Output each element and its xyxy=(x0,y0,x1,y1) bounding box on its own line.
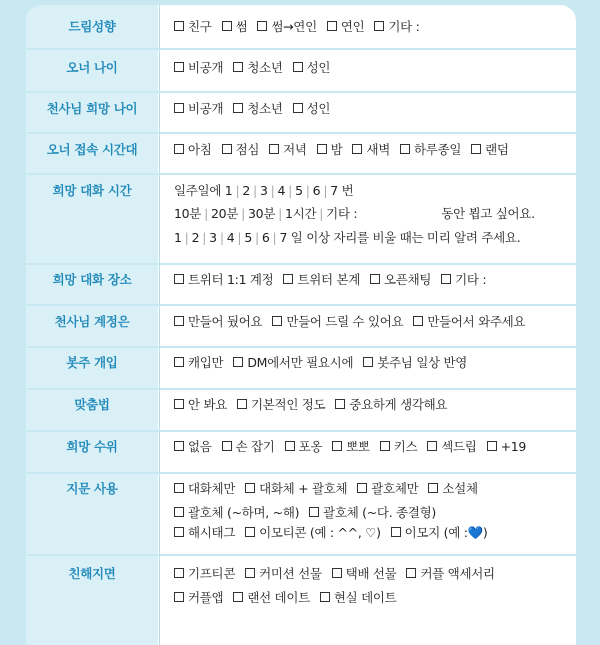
checkbox-label: 기프티콘 xyxy=(188,566,236,581)
number-separator: | xyxy=(288,183,293,198)
row-label-text: 오너 나이 xyxy=(66,60,118,75)
checkbox-option[interactable] xyxy=(357,481,418,496)
checkbox-label: 트위터 본계 xyxy=(297,272,361,287)
checkbox-label: 소설체 xyxy=(442,481,478,496)
checkbox-option[interactable] xyxy=(222,142,260,157)
checkbox-label: 택배 선물 xyxy=(345,566,397,581)
number-separator: | xyxy=(219,230,224,245)
checkbox-option[interactable] xyxy=(245,566,322,581)
options-line xyxy=(174,181,353,199)
other-label: 기타 : xyxy=(326,206,358,221)
options-line xyxy=(174,17,430,35)
checkbox-option[interactable] xyxy=(174,397,227,412)
checkbox-option[interactable] xyxy=(222,439,275,454)
checkbox-option[interactable] xyxy=(233,590,310,605)
checkbox-square-icon[interactable] xyxy=(406,568,416,578)
checkbox-option[interactable] xyxy=(233,355,353,370)
checkbox-option[interactable] xyxy=(174,505,299,520)
number-separator: | xyxy=(202,230,207,245)
checkbox-option[interactable] xyxy=(285,439,323,454)
text-suffix: 번 xyxy=(337,183,354,198)
checkbox-label: 없음 xyxy=(188,439,212,454)
number-choice[interactable]: 1 xyxy=(224,183,233,198)
row-label-text: 희망 대화 장소 xyxy=(52,272,132,287)
duration-choice[interactable]: 30분 xyxy=(248,206,276,221)
checkbox-square-icon[interactable] xyxy=(293,62,303,72)
number-choice[interactable]: 4 xyxy=(277,183,286,198)
checkbox-label: 커플 액세서리 xyxy=(420,566,495,581)
number-choice[interactable]: 2 xyxy=(191,230,200,245)
duration-choice[interactable]: 10분 xyxy=(174,206,202,221)
checkbox-square-icon[interactable] xyxy=(174,274,184,284)
checkbox-option[interactable] xyxy=(320,590,397,605)
checkbox-label: 성인 xyxy=(306,60,331,75)
number-separator: | xyxy=(272,230,277,245)
checkbox-option[interactable] xyxy=(370,272,431,287)
row-label-text: 지문 사용 xyxy=(66,481,118,496)
number-separator: | xyxy=(237,230,242,245)
checkbox-option[interactable] xyxy=(272,314,403,329)
number-choice[interactable]: 6 xyxy=(312,183,321,198)
checkbox-label: 저녁 xyxy=(283,142,307,157)
checkbox-option[interactable] xyxy=(174,481,235,496)
checkbox-square-icon[interactable] xyxy=(222,441,232,451)
checkbox-option[interactable] xyxy=(174,60,223,75)
checkbox-label: 새벽 xyxy=(366,142,391,157)
checkbox-option[interactable] xyxy=(174,355,223,370)
checkbox-option[interactable] xyxy=(309,505,436,520)
number-separator: | xyxy=(254,230,259,245)
checkbox-square-icon[interactable] xyxy=(487,441,497,451)
number-choice[interactable]: 5 xyxy=(244,230,252,245)
checkbox-option[interactable] xyxy=(327,19,365,34)
number-separator: | xyxy=(184,230,189,245)
checkbox-square-icon[interactable] xyxy=(174,592,184,602)
checkbox-label: 뽀뽀 xyxy=(346,439,370,454)
checkbox-label: DM에서만 필요시에 xyxy=(247,355,354,370)
checkbox-square-icon[interactable] xyxy=(357,483,367,493)
checkbox-square-icon[interactable] xyxy=(317,144,327,154)
preference-form-card xyxy=(26,5,576,645)
duration-choice[interactable]: 1시간 xyxy=(285,206,317,221)
checkbox-option[interactable] xyxy=(332,566,397,581)
options-line xyxy=(174,312,535,330)
checkbox-label: 섹드립 xyxy=(441,439,477,454)
number-separator: | xyxy=(253,183,257,198)
duration-choice[interactable]: 20분 xyxy=(211,206,239,221)
checkbox-option[interactable] xyxy=(245,525,381,540)
checkbox-square-icon[interactable] xyxy=(374,21,384,31)
checkbox-option[interactable] xyxy=(269,142,307,157)
checkbox-label: 만들어서 와주세요 xyxy=(427,314,526,329)
checkbox-label: 포옹 xyxy=(298,439,323,454)
checkbox-label: 키스 xyxy=(393,439,418,454)
checkbox-option[interactable] xyxy=(374,19,419,34)
checkbox-label: 캐입만 xyxy=(188,355,224,370)
checkbox-square-icon[interactable] xyxy=(272,316,282,326)
checkbox-square-icon[interactable] xyxy=(363,357,373,367)
checkbox-square-icon[interactable] xyxy=(174,144,184,154)
checkbox-option[interactable] xyxy=(233,101,282,116)
checkbox-label: 트위터 1:1 계정 xyxy=(188,272,274,287)
checkbox-label: 괄호체만 xyxy=(371,481,419,496)
options-line xyxy=(174,437,536,455)
number-choice[interactable]: 7 xyxy=(279,230,288,245)
checkbox-label: 기본적인 정도 xyxy=(251,397,326,412)
row-label-text: 친해지면 xyxy=(68,566,116,581)
checkbox-square-icon[interactable] xyxy=(428,483,438,493)
checkbox-square-icon[interactable] xyxy=(174,527,184,537)
checkbox-label: 만들어 뒀어요 xyxy=(188,314,263,329)
checkbox-square-icon[interactable] xyxy=(174,316,184,326)
checkbox-option[interactable] xyxy=(174,142,212,157)
checkbox-option[interactable] xyxy=(222,19,248,34)
checkbox-option[interactable] xyxy=(293,60,331,75)
checkbox-label: 커미션 선물 xyxy=(259,566,322,581)
checkbox-option[interactable] xyxy=(400,142,461,157)
checkbox-square-icon[interactable] xyxy=(233,103,243,113)
checkbox-label: 비공개 xyxy=(188,101,224,116)
checkbox-square-icon[interactable] xyxy=(370,274,380,284)
checkbox-square-icon[interactable] xyxy=(174,568,184,578)
row-label-text: 희망 수위 xyxy=(66,439,118,454)
checkbox-option[interactable] xyxy=(174,272,273,287)
checkbox-option[interactable] xyxy=(317,142,343,157)
number-choice[interactable]: 1 xyxy=(174,230,182,245)
checkbox-option[interactable] xyxy=(487,439,526,454)
checkbox-label: 랜선 데이트 xyxy=(247,590,310,605)
number-separator: | xyxy=(235,183,240,198)
row-label-text: 천사님 희망 나이 xyxy=(46,101,138,116)
checkbox-square-icon[interactable] xyxy=(245,568,255,578)
number-separator: | xyxy=(241,206,246,221)
checkbox-square-icon[interactable] xyxy=(332,568,342,578)
checkbox-square-icon[interactable] xyxy=(233,62,243,72)
checkbox-square-icon[interactable] xyxy=(233,357,243,367)
checkbox-label: 청소년 xyxy=(247,101,283,116)
checkbox-square-icon[interactable] xyxy=(222,144,232,154)
number-separator: | xyxy=(305,183,310,198)
checkbox-label: 봇주님 일상 반영 xyxy=(377,355,468,370)
number-choice[interactable]: 5 xyxy=(295,183,303,198)
checkbox-option[interactable] xyxy=(391,525,488,540)
number-separator: | xyxy=(278,206,283,221)
number-separator: | xyxy=(323,183,328,198)
checkbox-label: 손 잡기 xyxy=(235,439,275,454)
checkbox-square-icon[interactable] xyxy=(174,21,184,31)
checkbox-square-icon[interactable] xyxy=(174,441,184,451)
checkbox-square-icon[interactable] xyxy=(174,103,184,113)
checkbox-option[interactable] xyxy=(233,60,282,75)
checkbox-label: 밤 xyxy=(330,142,343,157)
checkbox-square-icon[interactable] xyxy=(174,483,184,493)
checkbox-label: 아침 xyxy=(188,142,212,157)
checkbox-label: 연인 xyxy=(340,19,365,34)
row-label-text: 봇주 개입 xyxy=(66,355,118,370)
checkbox-option[interactable] xyxy=(352,142,390,157)
checkbox-square-icon[interactable] xyxy=(257,21,267,31)
number-choice[interactable]: 4 xyxy=(226,230,235,245)
checkbox-option[interactable] xyxy=(174,566,235,581)
checkbox-option[interactable] xyxy=(257,19,317,34)
checkbox-label: 썸 xyxy=(235,19,248,34)
checkbox-square-icon[interactable] xyxy=(327,21,337,31)
text-suffix: 동안 뵙고 싶어요. xyxy=(441,206,535,221)
checkbox-label: 대화체 + 괄호체 xyxy=(259,481,348,496)
checkbox-label: 커플앱 xyxy=(188,590,224,605)
row-label-text: 천사님 계정은 xyxy=(54,314,130,329)
checkbox-option[interactable] xyxy=(174,590,223,605)
checkbox-square-icon[interactable] xyxy=(269,144,279,154)
checkbox-option[interactable] xyxy=(174,439,212,454)
checkbox-label: +19 xyxy=(500,439,527,454)
checkbox-square-icon[interactable] xyxy=(471,144,481,154)
options-line xyxy=(174,99,340,117)
checkbox-square-icon[interactable] xyxy=(237,399,247,409)
checkbox-option[interactable] xyxy=(335,397,447,412)
checkbox-option[interactable] xyxy=(245,481,347,496)
checkbox-square-icon[interactable] xyxy=(413,316,423,326)
checkbox-option[interactable] xyxy=(441,272,486,287)
number-separator: | xyxy=(319,206,324,221)
checkbox-square-icon[interactable] xyxy=(380,441,390,451)
checkbox-label: 랜덤 xyxy=(485,142,509,157)
checkbox-label: 청소년 xyxy=(247,60,283,75)
checkbox-square-icon[interactable] xyxy=(391,527,401,537)
checkbox-label: 점심 xyxy=(235,142,260,157)
checkbox-label: ) xyxy=(482,525,488,540)
checkbox-label: 중요하게 생각해요 xyxy=(349,397,448,412)
checkbox-square-icon[interactable] xyxy=(400,144,410,154)
checkbox-label: 기타 : xyxy=(455,272,487,287)
checkbox-option[interactable] xyxy=(293,101,331,116)
checkbox-square-icon[interactable] xyxy=(320,592,330,602)
checkbox-option[interactable] xyxy=(413,314,525,329)
options-line xyxy=(174,503,446,521)
checkbox-square-icon[interactable] xyxy=(174,399,184,409)
checkbox-square-icon[interactable] xyxy=(174,62,184,72)
checkbox-option[interactable] xyxy=(380,439,418,454)
options-line xyxy=(174,140,519,158)
options-line xyxy=(174,588,406,606)
text-suffix: 일 이상 자리를 비울 때는 미리 알려 주세요. xyxy=(287,230,521,245)
checkbox-square-icon[interactable] xyxy=(283,274,293,284)
checkbox-square-icon[interactable] xyxy=(427,441,437,451)
checkbox-option[interactable] xyxy=(427,439,476,454)
row-label-text: 맞춤법 xyxy=(74,397,110,412)
row-label-text: 희망 대화 시간 xyxy=(52,183,132,198)
checkbox-option[interactable] xyxy=(237,397,325,412)
checkbox-square-icon[interactable] xyxy=(332,441,342,451)
options-line xyxy=(174,58,340,76)
row-label-text: 오너 접속 시간대 xyxy=(46,142,138,157)
checkbox-option[interactable] xyxy=(174,525,235,540)
options-line xyxy=(174,523,497,541)
checkbox-option[interactable] xyxy=(283,272,360,287)
checkbox-square-icon[interactable] xyxy=(233,592,243,602)
checkbox-label: 현실 데이트 xyxy=(333,590,397,605)
options-line xyxy=(174,479,488,497)
checkbox-label: 괄호체 (~하며, ~해) xyxy=(188,505,300,520)
checkbox-square-icon[interactable] xyxy=(245,483,255,493)
checkbox-option[interactable] xyxy=(406,566,494,581)
checkbox-square-icon[interactable] xyxy=(441,274,451,284)
checkbox-label: 이모지 (예 : xyxy=(404,525,468,540)
checkbox-label: 괄호체 (~다. 종결형) xyxy=(323,505,436,520)
checkbox-label: 하루종일 xyxy=(414,142,462,157)
checkbox-option[interactable] xyxy=(174,314,262,329)
checkbox-square-icon[interactable] xyxy=(293,103,303,113)
checkbox-square-icon[interactable] xyxy=(245,527,255,537)
checkbox-square-icon[interactable] xyxy=(222,21,232,31)
blue-heart-emoji: 💙 xyxy=(467,525,483,540)
row-label-text: 드림성향 xyxy=(68,19,116,34)
options-line xyxy=(174,228,520,246)
number-choice[interactable]: 3 xyxy=(259,183,268,198)
number-choice[interactable]: 7 xyxy=(330,183,338,198)
checkbox-label: 해시태그 xyxy=(188,525,236,540)
options-line xyxy=(174,353,477,371)
checkbox-label: 대화체만 xyxy=(188,481,236,496)
checkbox-option[interactable] xyxy=(363,355,467,370)
checkbox-square-icon[interactable] xyxy=(352,144,362,154)
number-choice[interactable]: 2 xyxy=(242,183,251,198)
checkbox-option[interactable] xyxy=(174,19,212,34)
checkbox-label: 썸→연인 xyxy=(271,19,317,34)
checkbox-label: 비공개 xyxy=(188,60,224,75)
number-choice[interactable]: 3 xyxy=(209,230,217,245)
checkbox-label: 오픈채팅 xyxy=(384,272,432,287)
checkbox-label: 만들어 드릴 수 있어요 xyxy=(286,314,404,329)
checkbox-option[interactable] xyxy=(471,142,509,157)
options-line xyxy=(174,395,457,413)
checkbox-label: 기타 : xyxy=(388,19,420,34)
checkbox-label: 이모티콘 (예 : ^^, ♡) xyxy=(259,525,381,540)
checkbox-option[interactable] xyxy=(174,101,223,116)
checkbox-option[interactable] xyxy=(332,439,370,454)
checkbox-square-icon[interactable] xyxy=(309,507,319,517)
checkbox-square-icon[interactable] xyxy=(285,441,295,451)
checkbox-square-icon[interactable] xyxy=(174,507,184,517)
checkbox-option[interactable] xyxy=(428,481,477,496)
options-line xyxy=(174,564,505,582)
checkbox-label: 안 봐요 xyxy=(188,397,227,412)
options-line xyxy=(174,204,535,222)
text-prefix: 일주일에 xyxy=(174,183,225,198)
checkbox-square-icon[interactable] xyxy=(174,357,184,367)
checkbox-square-icon[interactable] xyxy=(335,399,345,409)
checkbox-label: 친구 xyxy=(188,19,212,34)
number-choice[interactable]: 6 xyxy=(261,230,270,245)
number-separator: | xyxy=(204,206,209,221)
checkbox-label: 성인 xyxy=(306,101,331,116)
options-line xyxy=(174,270,496,288)
number-separator: | xyxy=(270,183,275,198)
